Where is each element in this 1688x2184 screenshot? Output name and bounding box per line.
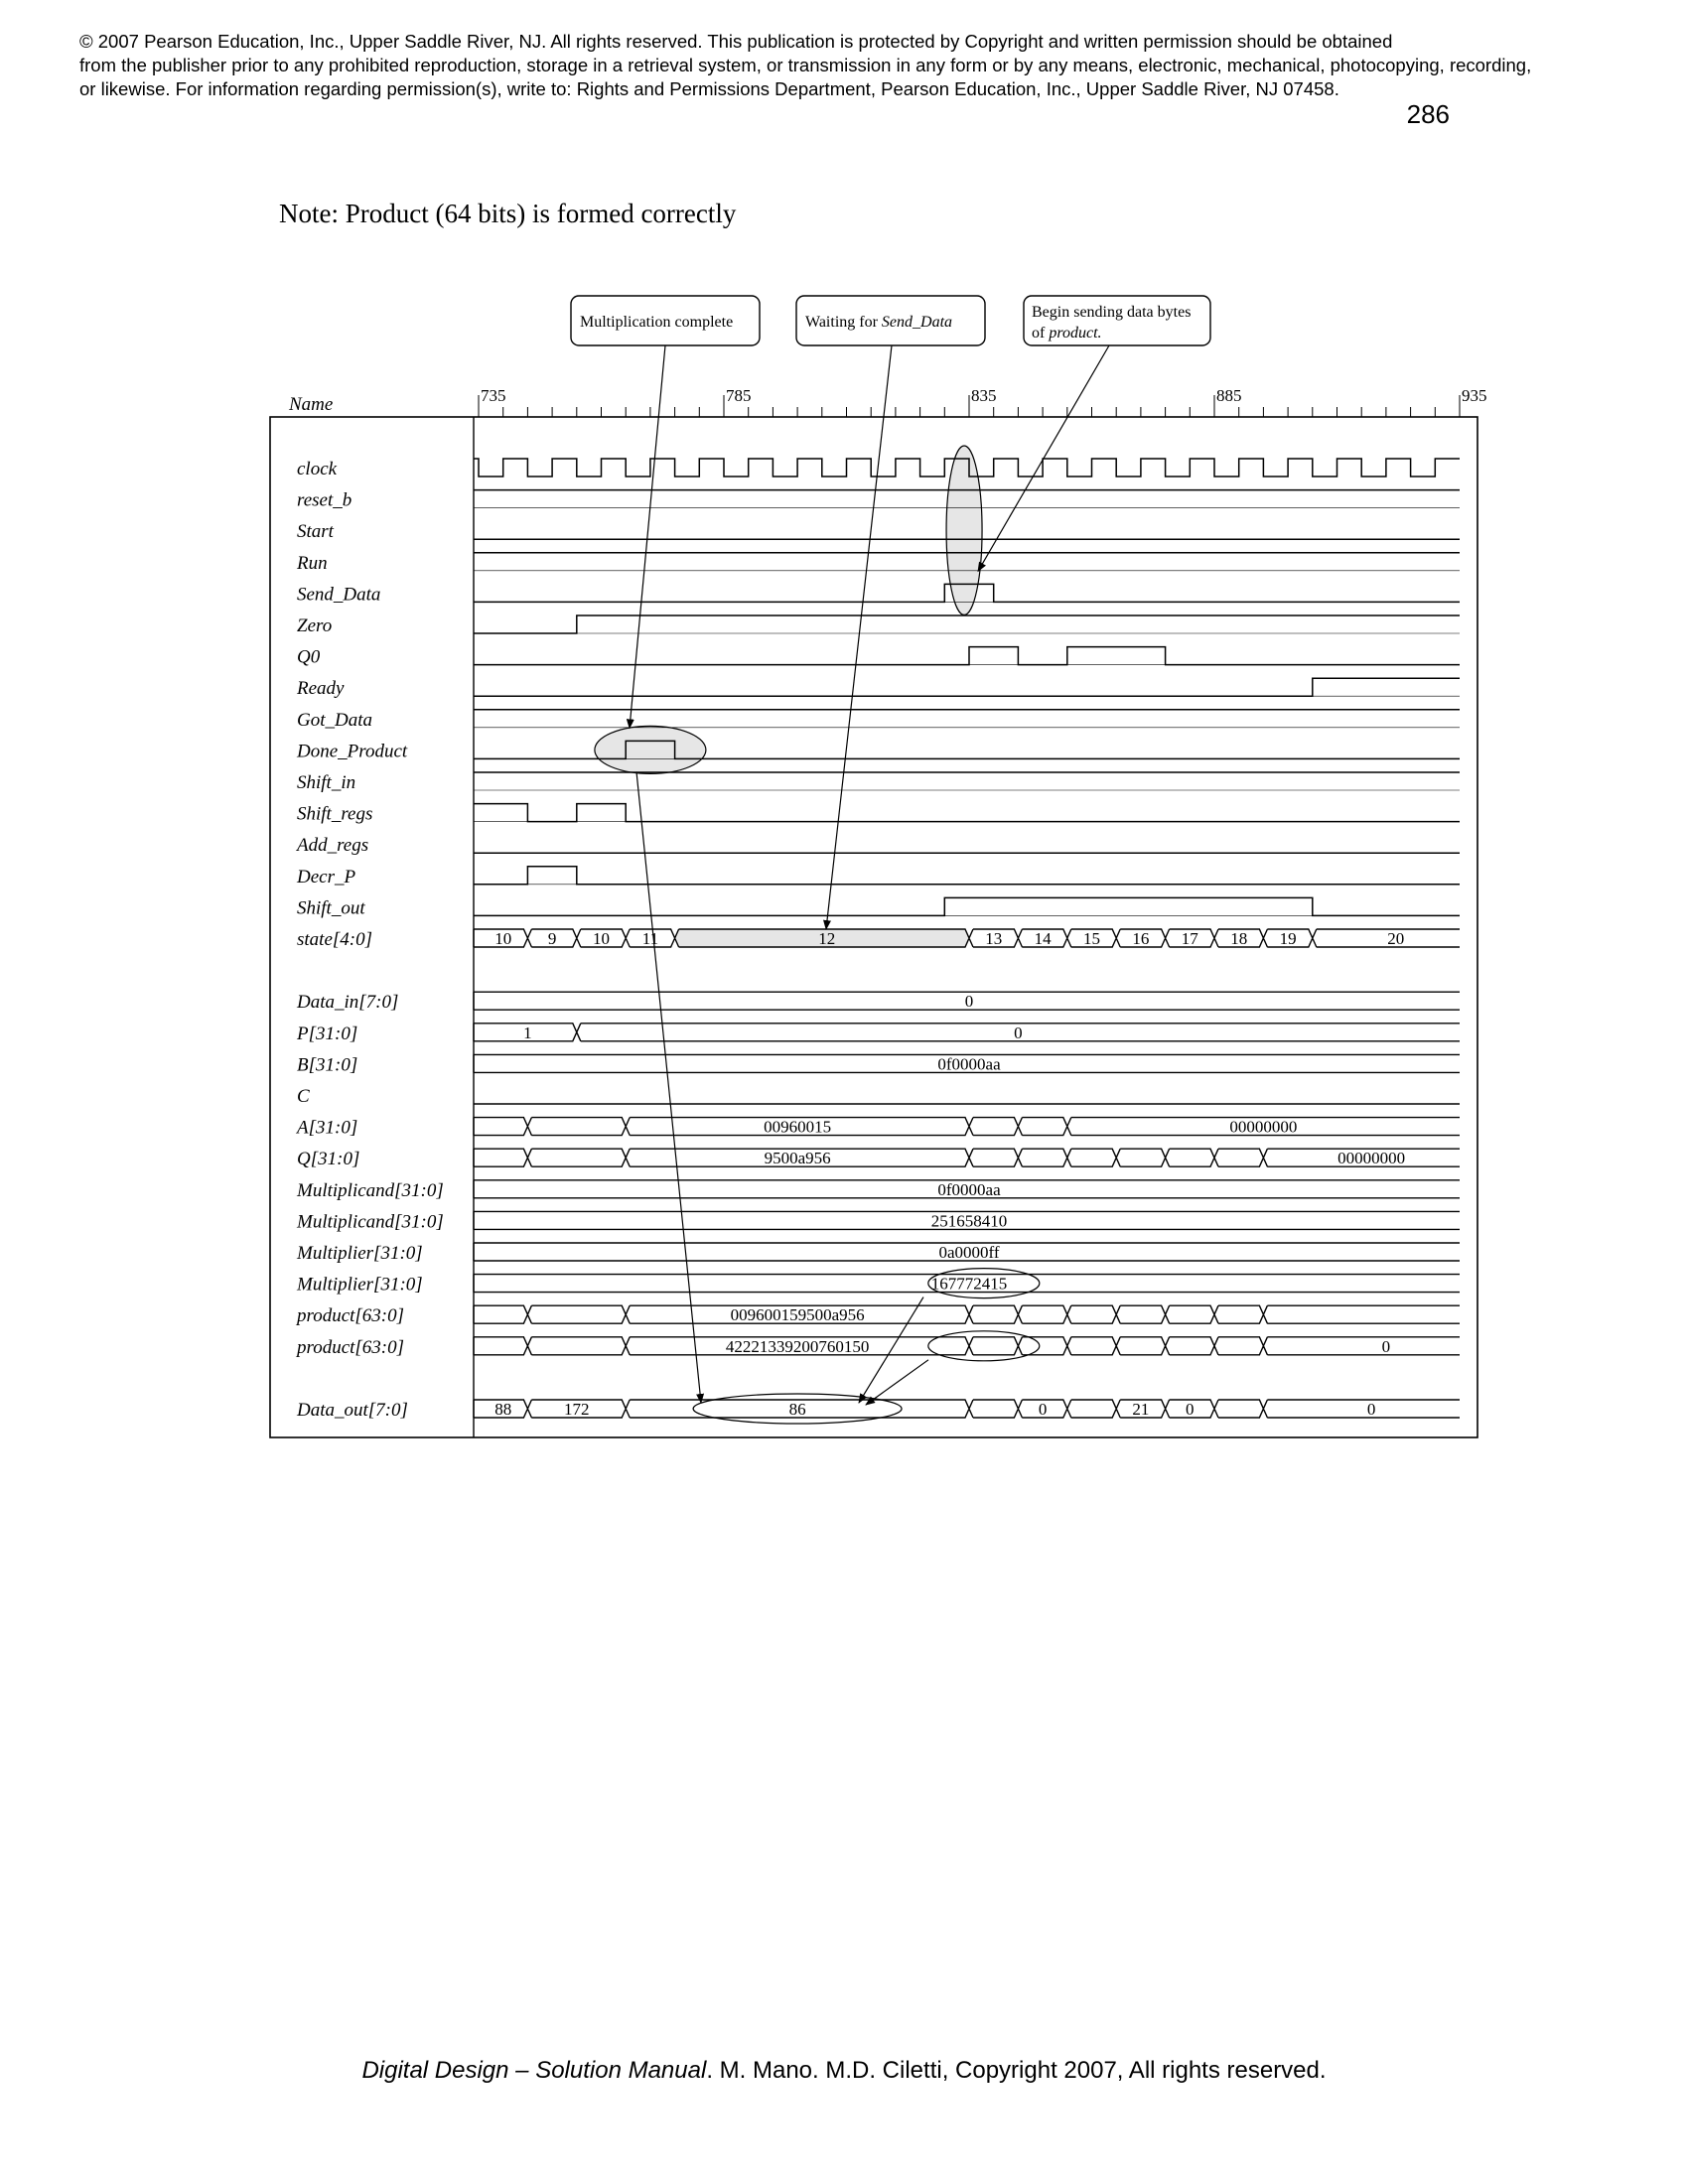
arrow-waiting-send-data	[826, 345, 892, 929]
q310-bus	[474, 1149, 1460, 1166]
signal-name-q310: Q[31:0]	[297, 1149, 360, 1170]
signal-name-send-data: Send_Data	[297, 584, 381, 606]
name-column-header: Name	[289, 394, 334, 415]
signal-name-b310: B[31:0]	[297, 1054, 358, 1076]
multiplier310-value: 0a0000ff	[938, 1243, 1000, 1262]
signal-name-p310: P[31:0]	[297, 1023, 358, 1044]
data-out70-value: 88	[494, 1400, 512, 1419]
p310-value: 0	[1014, 1023, 1023, 1042]
shift-out-wave	[474, 897, 1460, 915]
signal-name-a310: A[31:0]	[297, 1117, 358, 1139]
a310-bus	[474, 1118, 1460, 1136]
data-out70-value: 0	[1186, 1400, 1195, 1419]
signal-name-state40: state[4:0]	[297, 929, 372, 950]
shift-regs-wave	[474, 804, 1460, 822]
signal-name-shift-regs: Shift_regs	[297, 803, 373, 825]
data-out70-value: 172	[564, 1400, 590, 1419]
multiplicand310-value: 0f0000aa	[937, 1179, 1001, 1199]
arrow-multiplication-complete	[630, 345, 665, 728]
footer-title: Digital Design – Solution Manual	[361, 2057, 707, 2084]
footer-credit	[0, 2057, 1688, 2085]
data-out70-value: 0	[1366, 1400, 1376, 1419]
signal-name-done-product: Done_Product	[297, 741, 408, 762]
signal-name-product630: product[63:0]	[297, 1336, 405, 1358]
state40-value: 20	[1387, 929, 1405, 948]
time-tick-label: 935	[1462, 386, 1487, 405]
product630-bus	[474, 1305, 1460, 1323]
time-tick-label: 835	[971, 386, 997, 405]
state40-value: 9	[547, 929, 557, 948]
signal-name-product630: product[63:0]	[297, 1305, 405, 1327]
signal-name-reset-b: reset_b	[297, 489, 352, 511]
data-out70-value: 0	[1038, 1400, 1048, 1419]
ready-wave	[474, 678, 1460, 696]
q0-wave	[474, 647, 1460, 665]
signal-name-multiplicand310: Multiplicand[31:0]	[297, 1211, 444, 1233]
signal-name-data-in70: Data_in[7:0]	[297, 992, 399, 1014]
state40-value: 16	[1132, 929, 1150, 948]
product630-value: 0	[1381, 1336, 1391, 1356]
p310-value: 1	[523, 1023, 532, 1042]
callout-text: of product.	[1032, 325, 1102, 341]
signal-name-q0: Q0	[297, 646, 321, 668]
a310-value: 00000000	[1229, 1117, 1298, 1137]
signal-name-decr-p: Decr_P	[297, 866, 356, 887]
signal-name-ready: Ready	[297, 678, 345, 700]
copyright-line: or likewise. For information regarding permission(s), write to: Rights and Permissions Department, Pearson Education, Inc., Upper Saddle River, NJ 07458.	[79, 78, 1339, 99]
highlight-multiplier-ellipse	[928, 1331, 1040, 1361]
callout-text: Waiting for Send_Data	[805, 314, 953, 331]
state40-value: 10	[593, 929, 610, 948]
signal-name-zero: Zero	[297, 615, 333, 636]
decr-p-wave	[474, 867, 1460, 885]
copyright-line: from the publisher prior to any prohibited reproduction, storage in a retrieval system, or transmission in any form or by any means, electronic, mechanical, photocopying, recording,	[79, 55, 1532, 75]
data-in70-value: 0	[964, 992, 974, 1012]
q310-value: 00000000	[1337, 1149, 1406, 1168]
product630-value: 009600159500a956	[730, 1305, 865, 1325]
state40-value: 13	[985, 929, 1003, 948]
state40-value: 11	[641, 929, 659, 948]
signal-name-shift-in: Shift_in	[297, 772, 356, 793]
signal-name-clock: clock	[297, 459, 338, 479]
time-tick-label: 885	[1216, 386, 1242, 405]
waveform-frame	[270, 417, 1477, 1437]
product630-value: 42221339200760150	[725, 1336, 870, 1356]
p310-bus	[474, 1024, 1460, 1041]
signal-name-start: Start	[297, 521, 334, 543]
zero-wave	[474, 615, 1460, 633]
state40-value: 15	[1083, 929, 1100, 948]
callout-text: Multiplication complete	[580, 314, 734, 331]
a310-value: 00960015	[764, 1117, 832, 1137]
highlight-send-data-ellipse	[946, 446, 982, 614]
signal-name-multiplier310: Multiplier[31:0]	[297, 1243, 423, 1264]
highlight-done-product-ellipse	[595, 726, 706, 773]
signal-name-run: Run	[297, 552, 328, 574]
state40-value: 17	[1181, 929, 1198, 948]
product630-bus	[474, 1337, 1460, 1355]
page-number: 286	[1406, 99, 1450, 129]
state40-value: 12	[818, 929, 836, 948]
state40-value: 10	[494, 929, 512, 948]
callout-text: Begin sending data bytes	[1032, 304, 1192, 321]
multiplier310-value: 167772415	[930, 1274, 1008, 1294]
q310-value: 9500a956	[764, 1149, 831, 1168]
signal-name-multiplier310: Multiplier[31:0]	[297, 1274, 423, 1296]
data-out70-value: 86	[788, 1400, 806, 1419]
footer-rest: . M. Mano. M.D. Ciletti, Copyright 2007, All rights reserved.	[706, 2057, 1327, 2084]
state40-value: 18	[1230, 929, 1248, 948]
copyright-line: © 2007 Pearson Education, Inc., Upper Saddle River, NJ. All rights reserved. This publication is protected by Copyright and written permission should be obtained	[79, 31, 1393, 52]
state40-value: 14	[1034, 929, 1052, 948]
data-out70-bus	[474, 1400, 1460, 1418]
signal-name-c: C	[297, 1086, 310, 1107]
state40-value: 19	[1279, 929, 1297, 948]
time-tick-label: 785	[726, 386, 752, 405]
time-tick-label: 735	[481, 386, 506, 405]
signal-name-data-out70: Data_out[7:0]	[297, 1400, 408, 1421]
b310-value: 0f0000aa	[937, 1054, 1001, 1074]
signal-name-multiplicand310: Multiplicand[31:0]	[297, 1179, 444, 1201]
multiplicand310-value: 251658410	[930, 1211, 1008, 1231]
signal-name-add-regs: Add_regs	[297, 835, 369, 857]
data-out70-value: 21	[1132, 1400, 1150, 1419]
signal-name-shift-out: Shift_out	[297, 897, 365, 919]
arrow-done-to-product	[636, 771, 701, 1403]
note-text: Note: Product (64 bits) is formed correctly	[279, 199, 737, 228]
signal-name-got-data: Got_Data	[297, 709, 372, 731]
arrow-multiplier-to-product	[866, 1360, 928, 1405]
